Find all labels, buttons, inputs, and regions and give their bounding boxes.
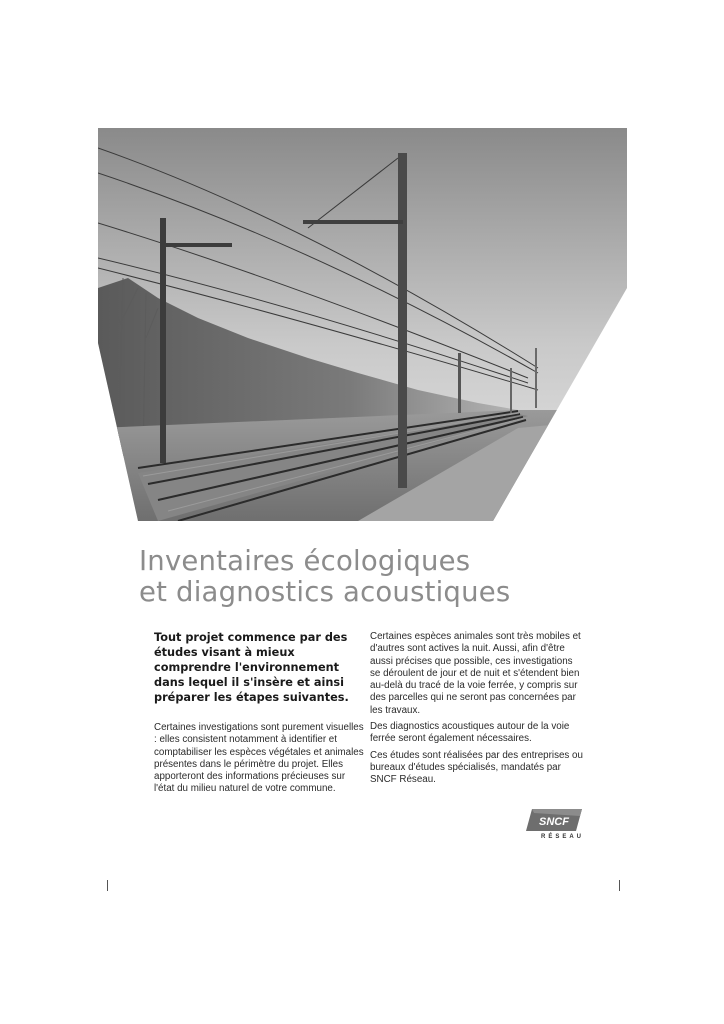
logo-brand: SNCF [539, 816, 569, 828]
railway-photo [98, 128, 627, 521]
paragraph: Des diagnostics acoustiques autour de la voie ferrée seront également nécessaires. [370, 721, 570, 745]
title-line-1: Inventaires écologiques [139, 545, 471, 577]
lead-paragraph [154, 630, 364, 705]
paragraph: Certaines investigations sont purement visuelles : elles consistent notamment à identifier et comptabiliser les espèces végétales et animales présentes dans le périmètre du projet. Elles apporteront des informations précieuses sur l'état du milieu naturel de votre commune. [154, 722, 364, 795]
page-title [139, 546, 579, 608]
paragraph: Certaines espèces animales sont très mobiles et d'autres sont actives la nuit. Aussi, afin d'être aussi précises que possible, ces investigations se déroulent de jour et de nuit et s'étendent bien au-delà du tracé de la voie ferrée, y compris sur des parcelles qui ne seront pas concernées par les travaux. [370, 631, 581, 716]
sncf-logo-icon [524, 807, 584, 833]
sncf-reseau-logo [524, 807, 584, 845]
title-line-2: et diagnostics acoustiques [139, 576, 511, 608]
logo-sub: RÉSEAU [540, 834, 584, 840]
body-column-left [154, 722, 364, 800]
body-column-right [370, 631, 585, 791]
paragraph: Ces études sont réalisées par des entreprises ou bureaux d'études spécialisés, mandatés par SNCF Réseau. [370, 749, 583, 786]
crop-mark [619, 880, 620, 891]
crop-mark [107, 880, 108, 891]
lead-text: Tout projet commence par des études visant à mieux comprendre l'environnement dans lequel il s'insère et ainsi préparer les étapes suivantes. [154, 631, 349, 704]
